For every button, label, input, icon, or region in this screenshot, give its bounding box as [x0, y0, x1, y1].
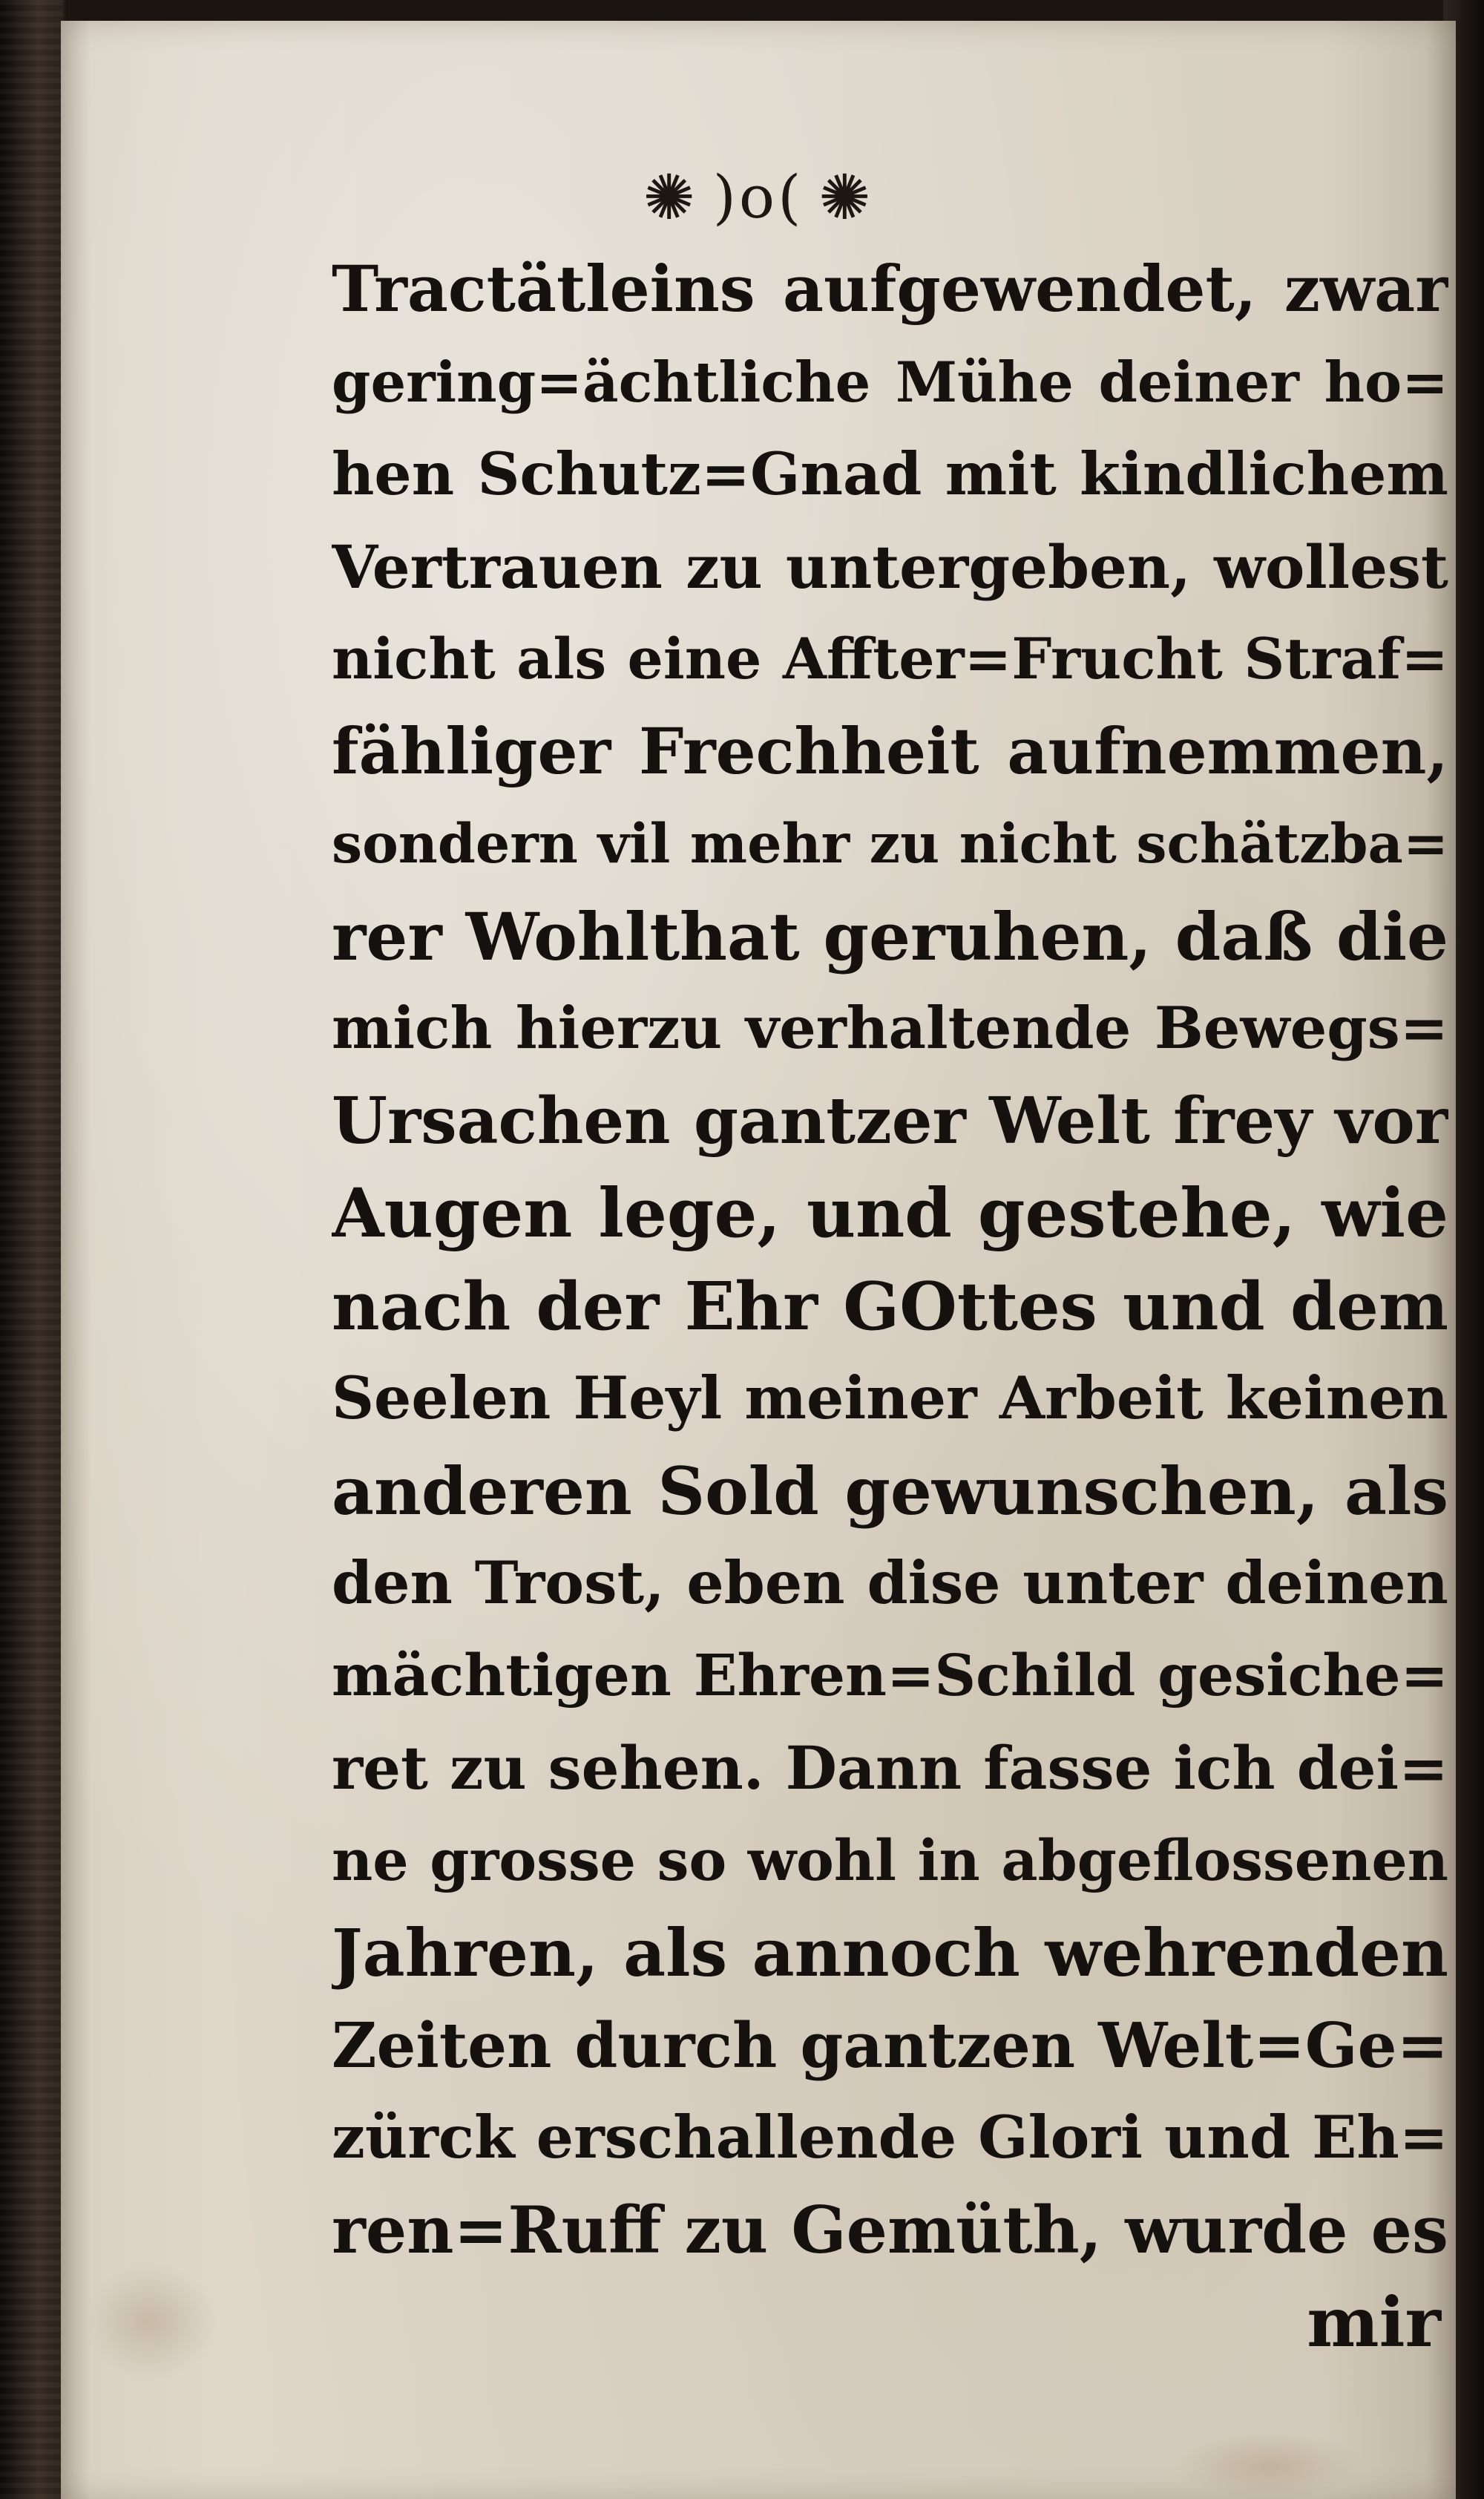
text-line: den Trost, eben dise unter deinen — [332, 1548, 1448, 1617]
paper-stain — [83, 2262, 217, 2381]
text-line: hen Schutz=Gnad mit kindlichem — [332, 439, 1448, 508]
paper-page — [61, 21, 1456, 2499]
text-line: Jahren, als annoch wehrenden — [332, 1914, 1448, 1991]
text-line: mich hierzu verhaltende Bewegs= — [332, 995, 1448, 1062]
header-separator: )o( — [712, 163, 804, 232]
text-line: ne grosse so wohl in abgeflossenen — [332, 1827, 1448, 1893]
page-header-ornament — [61, 161, 1456, 234]
text-line: gering=ächtliche Mühe deiner ho= — [332, 349, 1448, 415]
text-line: nach der Ehr GOttes und dem — [332, 1266, 1448, 1345]
text-line: sondern vil mehr zu nicht schätzba= — [332, 812, 1448, 876]
text-line: mächtigen Ehren=Schild gesiche= — [332, 1642, 1448, 1709]
text-line: zürck erschallende Glori und Eh= — [332, 2103, 1448, 2172]
text-line: ret zu sehen. Dann fasse ich dei= — [332, 1733, 1448, 1803]
body-text — [332, 243, 1448, 2369]
catchword: mir — [1307, 2282, 1441, 2362]
rosette-right-icon: ✺ — [818, 161, 874, 234]
text-line: rer Wohlthat geruhen, daß die — [332, 897, 1448, 975]
text-line: nicht als eine Affter=Frucht Straf= — [332, 626, 1448, 692]
text-line: Augen lege, und gestehe, wie — [332, 1174, 1448, 1253]
rosette-left-icon: ✺ — [643, 161, 698, 234]
text-line: fähliger Frechheit aufnemmen, — [332, 714, 1448, 789]
text-line: anderen Sold gewunschen, als — [332, 1452, 1448, 1530]
text-line: Ursachen gantzer Welt frey vor — [332, 1083, 1448, 1159]
text-line: Vertrauen zu untergeben, wollest — [332, 531, 1448, 602]
book-binding-edge — [0, 0, 63, 2499]
text-line: Seelen Heyl meiner Arbeit keinen — [332, 1363, 1448, 1432]
text-line: ren=Ruff zu Gemüth, wurde es — [332, 2191, 1448, 2268]
text-line: Zeiten durch gantzen Welt=Ge= — [332, 2008, 1448, 2082]
paper-stain — [1174, 2433, 1367, 2499]
text-line: Tractätleins aufgewendet, zwar — [332, 252, 1448, 327]
